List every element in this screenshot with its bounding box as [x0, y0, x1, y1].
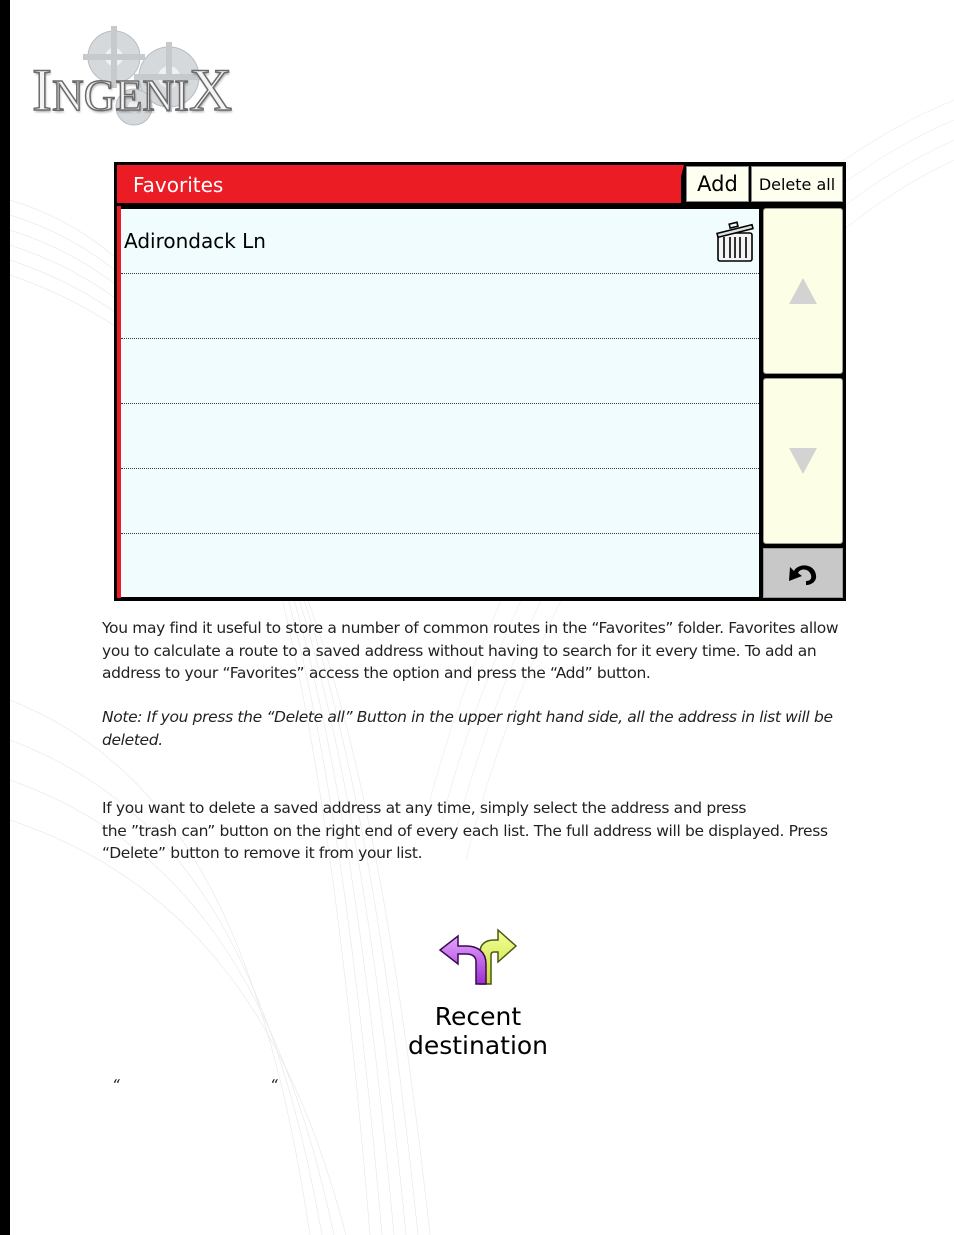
list-item[interactable]: [121, 209, 759, 274]
scroll-up-button[interactable]: [763, 208, 843, 374]
scroll-down-button[interactable]: [763, 378, 843, 544]
favorites-description: You may find it useful to store a number of common routes in the “Favorites” folder. Favorites allow you to calculate a route to a saved address without having to search for it every time. To add an address to your “Favorites” access the option and press the “Add” button.: [102, 619, 839, 682]
list-item[interactable]: [121, 274, 759, 339]
logo-wordmark: INGENIX: [32, 57, 233, 123]
delete-all-button[interactable]: Delete all: [751, 166, 843, 202]
favorites-screen: [114, 162, 846, 601]
favorites-list: [121, 209, 759, 597]
delete-all-note: Note: If you press the “Delete all” Button in the upper right hand side, all the address in list will be deleted.: [102, 708, 833, 749]
quote-mark: “: [112, 1076, 120, 1094]
recent-destination-line2: destination: [407, 1031, 549, 1060]
arrow-up-icon: [788, 277, 818, 305]
ingenix-logo: [28, 22, 278, 142]
recent-destination-line1: Recent: [434, 1002, 522, 1031]
quote-mark: “: [270, 1076, 278, 1094]
screen-title: Favorites: [133, 173, 224, 197]
arrow-down-icon: [788, 447, 818, 475]
back-button[interactable]: [763, 548, 843, 598]
delete-instructions-line2: the ”trash can” button on the right end of every each list. The full address will be displayed. Press “Delete” button to remove it from your list.: [102, 821, 828, 862]
add-button[interactable]: Add: [686, 166, 749, 202]
title-bar-notch: [674, 165, 684, 203]
left-margin-bar: [0, 0, 10, 1235]
list-item[interactable]: [121, 404, 759, 469]
title-bar: [117, 165, 681, 203]
list-item[interactable]: [121, 339, 759, 404]
undo-arrow-icon: [786, 559, 820, 587]
delete-instructions: [102, 797, 862, 865]
list-item[interactable]: [121, 469, 759, 534]
recent-destination-icon: [436, 924, 520, 988]
trash-can-icon[interactable]: [713, 221, 757, 263]
list-item[interactable]: [121, 534, 759, 596]
delete-instructions-line1: If you want to delete a saved address at any time, simply select the address and press: [102, 799, 747, 817]
list-item-label: Adirondack Ln: [124, 229, 266, 253]
recent-destination-label: [378, 1002, 578, 1060]
